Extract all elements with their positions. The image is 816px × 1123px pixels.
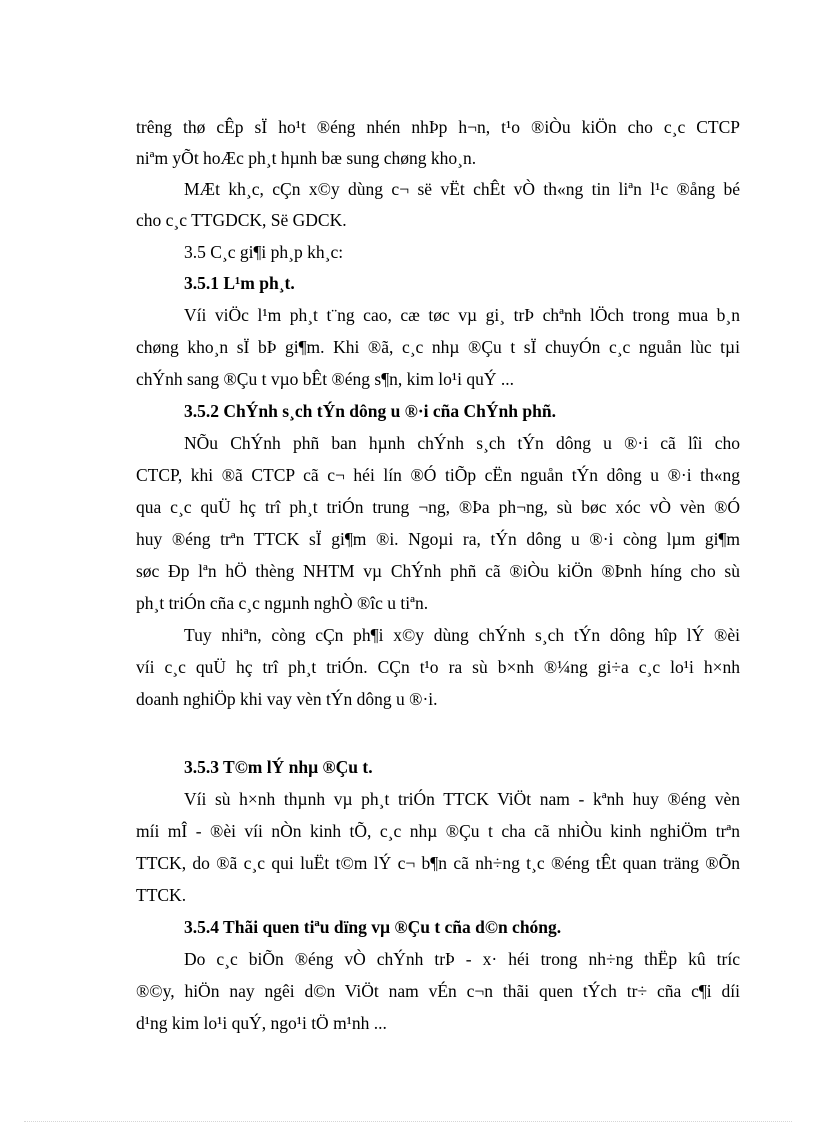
paragraph-line: qua c¸c quÜ hç trî ph¸t triÓn trung ¬ng, ®Þa ph¬ng, sù bøc xóc vÒ vèn ®Ó — [136, 497, 740, 517]
paragraph-line: TTCK, do ®ã c¸c qui luËt t©m lÝ c¬ b¶n cã nh÷ng t¸c ®éng tÊt quan träng ®Õn — [136, 853, 740, 873]
paragraph-line: niªm yÕt hoÆc ph¸t hµnh bæ sung chøng kho¸n. — [136, 148, 477, 168]
paragraph-line: doanh nghiÖp khi vay vèn tÝn dông u ®·i. — [136, 689, 438, 709]
paragraph-line: trêng thø cÊp sÏ ho¹t ®éng nhén nhÞp h¬n, t¹o ®iÒu kiÖn cho c¸c CTCP — [136, 117, 740, 137]
paragraph-line: chøng kho¸n sÏ bÞ gi¶m. Khi ®ã, c¸c nhµ ®Çu t sÏ chuyÓn c¸c nguån lùc tµi — [136, 337, 740, 357]
paragraph-line: søc Ðp lªn hÖ thèng NHTM vµ ChÝnh phñ cã ®iÒu kiÖn ®Þnh híng cho sù — [136, 561, 740, 581]
paragraph-line: TTCK. — [136, 885, 187, 905]
paragraph-line: cho c¸c TTGDCK, Së GDCK. — [136, 210, 347, 230]
paragraph-line: Do c¸c biÕn ®éng vÒ chÝnh trÞ - x· héi trong nh÷ng thËp kû tríc — [184, 949, 740, 969]
paragraph-line: Víi viÖc l¹m ph¸t t¨ng cao, cæ tøc vµ gi¸ trÞ chªnh lÖch trong mua b¸n — [184, 305, 740, 325]
paragraph-line: huy ®éng trªn TTCK sÏ gi¶m ®i. Ngoµi ra, tÝn dông u ®·i còng lµm gi¶m — [136, 529, 740, 549]
footer-divider — [24, 1121, 792, 1122]
subsection-heading: 3.5.3 T©m lÝ nhµ ®Çu t. — [184, 757, 373, 777]
subsection-heading: 3.5.2 ChÝnh s¸ch tÝn dông u ®·i cña ChÝnh phñ. — [184, 401, 556, 421]
paragraph-line: MÆt kh¸c, cÇn x©y dùng c¬ së vËt chÊt vÒ th«ng tin liªn l¹c ®ång bé — [184, 179, 740, 199]
paragraph-line: ®©y, hiÖn nay ngêi d©n ViÖt nam vÉn c¬n thãi quen tÝch tr÷ cña c¶i díi — [136, 981, 740, 1001]
paragraph-line: míi mÎ - ®èi víi nÒn kinh tÕ, c¸c nhµ ®Çu t cha cã nhiÒu kinh nghiÖm trªn — [136, 821, 740, 841]
paragraph-line: ph¸t triÓn cña c¸c ngµnh nghÒ ®îc u tiªn. — [136, 593, 429, 613]
paragraph-line: d¹ng kim lo¹i quÝ, ngo¹i tÖ m¹nh ... — [136, 1013, 387, 1033]
subsection-heading: 3.5.4 Thãi quen tiªu dïng vµ ®Çu t cña d©n chóng. — [184, 917, 562, 937]
paragraph-line: CTCP, khi ®ã CTCP cã c¬ héi lín ®Ó tiÕp cËn nguån tÝn dông u ®·i th«ng — [136, 465, 740, 485]
section-heading: 3.5 C¸c gi¶i ph¸p kh¸c: — [184, 242, 344, 262]
paragraph-line: chÝnh sang ®Çu t vµo bÊt ®éng s¶n, kim lo¹i quÝ ... — [136, 369, 514, 389]
subsection-heading: 3.5.1 L¹m ph¸t. — [184, 273, 295, 293]
paragraph-line: Víi sù h×nh thµnh vµ ph¸t triÓn TTCK ViÖt nam - kªnh huy ®éng vèn — [184, 789, 740, 809]
paragraph-line: NÕu ChÝnh phñ ban hµnh chÝnh s¸ch tÝn dông u ®·i cã lîi cho — [184, 433, 740, 453]
paragraph-line: Tuy nhiªn, còng cÇn ph¶i x©y dùng chÝnh s¸ch tÝn dông hîp lÝ ®èi — [184, 625, 740, 645]
paragraph-line: víi c¸c quÜ hç trî ph¸t triÓn. CÇn t¹o ra sù b×nh ®¼ng gi÷a c¸c lo¹i h×nh — [136, 657, 740, 677]
